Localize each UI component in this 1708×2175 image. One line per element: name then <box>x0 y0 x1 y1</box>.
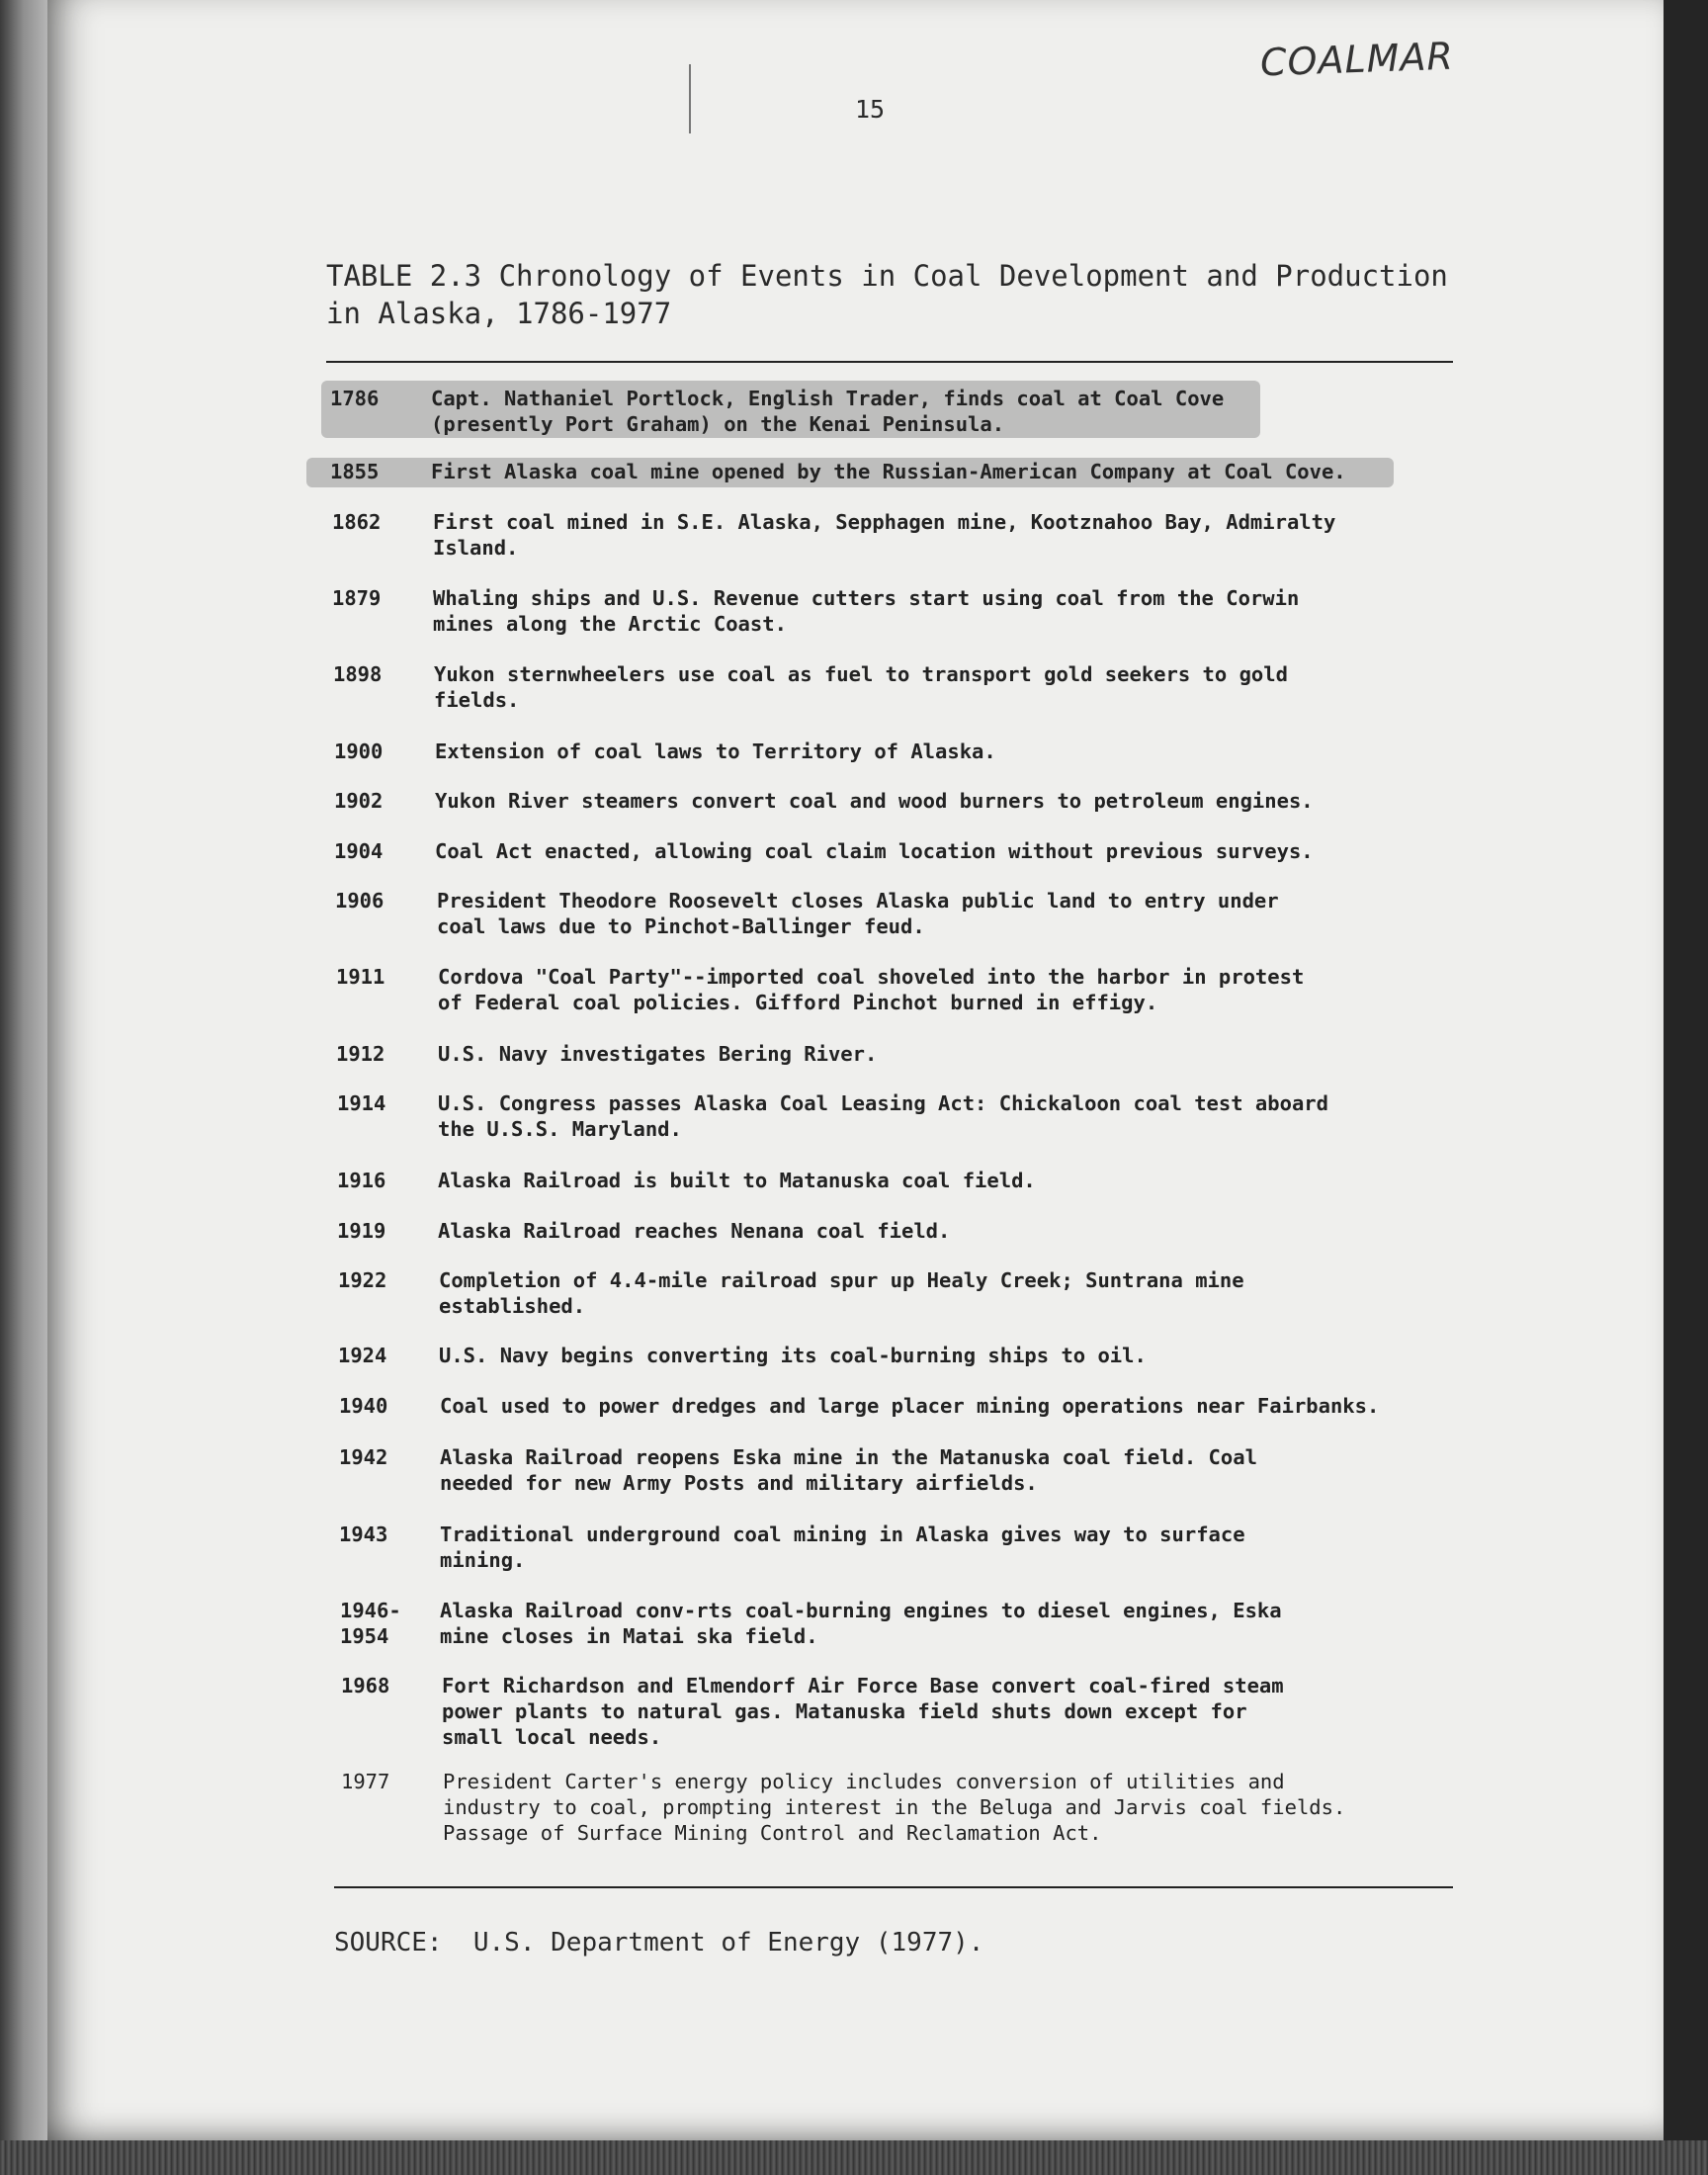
row-year: 1968 <box>341 1674 390 1697</box>
table-bottom-rule <box>334 1886 1453 1888</box>
row-event: Alaska Railroad reaches Nenana coal field. <box>438 1219 951 1243</box>
scan-right-edge <box>1664 0 1708 2175</box>
row-event: Cordova "Coal Party"--imported coal shoveled into the harbor in protest of Federal coal policies. Gifford Pinchot burned in effigy. <box>438 965 1305 1014</box>
row-year: 1916 <box>337 1169 386 1192</box>
table-title: TABLE 2.3 Chronology of Events in Coal Development and Production in Alaska, 1786-1977 <box>326 259 1448 330</box>
row-year: 1855 <box>330 460 380 483</box>
row-year: 1924 <box>338 1344 387 1367</box>
row-year: 1906 <box>335 889 384 913</box>
page-number: 15 <box>855 95 886 124</box>
row-year: 1919 <box>337 1219 386 1243</box>
row-year: 1943 <box>339 1522 388 1546</box>
row-event: U.S. Navy begins converting its coal-burning ships to oil. <box>439 1344 1147 1367</box>
row-year: 1912 <box>336 1042 385 1066</box>
source-note: SOURCE: U.S. Department of Energy (1977). <box>334 1928 984 1958</box>
row-event: Traditional underground coal mining in Alaska gives way to surface mining. <box>440 1522 1245 1572</box>
row-year: 1879 <box>332 586 382 610</box>
row-event: Alaska Railroad is built to Matanuska coal field. <box>438 1169 1036 1192</box>
scan-bottom-edge <box>0 2140 1708 2175</box>
row-year: 1942 <box>339 1445 388 1469</box>
row-event: Coal used to power dredges and large placer mining operations near Fairbanks. <box>440 1394 1380 1418</box>
table-top-rule <box>326 361 1453 363</box>
row-year: 1940 <box>339 1394 388 1418</box>
row-year: 1862 <box>332 510 382 534</box>
row-event: First Alaska coal mine opened by the Russian-American Company at Coal Cove. <box>431 460 1346 483</box>
row-event: Fort Richardson and Elmendorf Air Force Base convert coal-fired steam power plants to natural gas. Matanuska field shuts down except for small local needs. <box>442 1674 1284 1749</box>
row-year: 1900 <box>334 740 384 763</box>
row-event: Extension of coal laws to Territory of Alaska. <box>435 740 996 763</box>
row-year: 1914 <box>337 1091 386 1115</box>
row-year: 1922 <box>338 1268 387 1292</box>
row-year: 1911 <box>336 965 385 989</box>
row-event: Alaska Railroad reopens Eska mine in the Matanuska coal field. Coal needed for new Army Posts and military airfields. <box>440 1445 1257 1495</box>
row-event: First coal mined in S.E. Alaska, Sepphagen mine, Kootznahoo Bay, Admiralty Island. <box>433 510 1336 560</box>
fold-mark <box>689 64 691 133</box>
handwritten-annotation: COALMAR <box>1259 34 1455 85</box>
row-event: Yukon River steamers convert coal and wood burners to petroleum engines. <box>435 789 1314 813</box>
row-year: 1977 <box>341 1770 390 1793</box>
row-event: Completion of 4.4-mile railroad spur up Healy Creek; Suntrana mine established. <box>439 1268 1244 1318</box>
row-event: President Theodore Roosevelt closes Alaska public land to entry under coal laws due to Pinchot-Ballinger feud. <box>437 889 1279 938</box>
row-year: 1902 <box>334 789 384 813</box>
row-year: 1904 <box>334 839 384 863</box>
row-event: Coal Act enacted, allowing coal claim location without previous surveys. <box>435 839 1314 863</box>
row-event: Capt. Nathaniel Portlock, English Trader, finds coal at Coal Cove (presently Port Graham) on the Kenai Peninsula. <box>431 387 1225 436</box>
row-year: 1898 <box>333 662 383 686</box>
row-event: Yukon sternwheelers use coal as fuel to transport gold seekers to gold fields. <box>434 662 1288 712</box>
row-event: Whaling ships and U.S. Revenue cutters start using coal from the Corwin mines along the Arctic Coast. <box>433 586 1300 636</box>
row-event: U.S. Navy investigates Bering River. <box>438 1042 878 1066</box>
row-year: 1946- 1954 <box>340 1599 401 1648</box>
row-event: Alaska Railroad conv-rts coal-burning engines to diesel engines, Eska mine closes in Matai ska field. <box>440 1599 1282 1648</box>
row-event: U.S. Congress passes Alaska Coal Leasing Act: Chickaloon coal test aboard the U.S.S. Maryland. <box>438 1091 1328 1141</box>
row-event: President Carter's energy policy includes conversion of utilities and industry to coal, prompting interest in the Beluga and Jarvis coal fields. Passage of Surface Mining Control and Reclamation Act. <box>443 1770 1346 1845</box>
row-year: 1786 <box>330 387 380 410</box>
